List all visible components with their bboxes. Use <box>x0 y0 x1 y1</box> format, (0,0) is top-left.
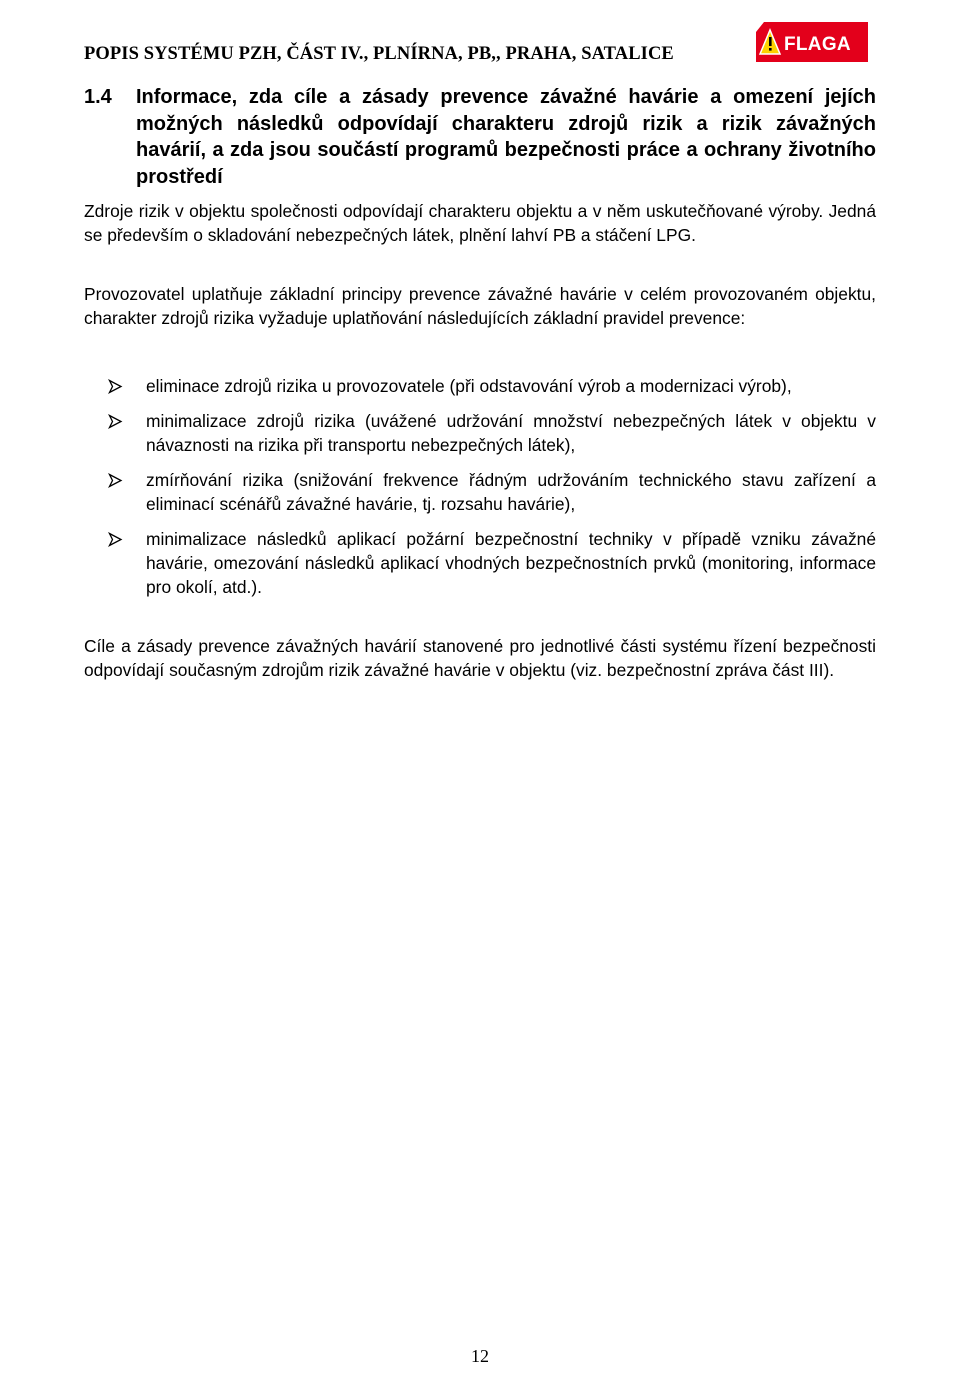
list-item-text: minimalizace následků aplikací požární bezpečnostní techniky v případě vzniku závažné havárie, omezování následků aplikací vhodných bezpečnostních prvků (monitoring, informace pro okolí, atd.). <box>146 528 876 597</box>
list-item-text: zmírňování rizika (snižování frekvence řádným udržováním technického stavu zařízení a eliminací scénářů závažné havárie, tj. rozsahu havárie), <box>146 469 876 514</box>
paragraph-risk-sources: Zdroje rizik v objektu společnosti odpovídají charakteru objektu a v něm uskutečňované výroby. Jedná se především o skladování nebezpečných látek, plnění lahví PB a stáčení LPG. <box>84 201 876 246</box>
arrow-bullet-icon <box>108 414 123 429</box>
list-item <box>84 468 876 516</box>
paragraph-closing: Cíle a zásady prevence závažných havárií stanovené pro jednotlivé části systému řízení bezpečnosti odpovídají současným zdrojům rizik závažné havárie v objektu (viz. bezpečnostní zpráva část III). <box>84 636 876 681</box>
logo-text: FLAGA <box>784 34 851 55</box>
page-header <box>84 34 874 74</box>
list-item <box>84 409 876 457</box>
prevention-rules-list <box>84 374 876 610</box>
list-item-text: minimalizace zdrojů rizika (uvážené udržování množství nebezpečných látek v objektu v návaznosti na rizika při transportu nebezpečných látek), <box>146 410 876 455</box>
arrow-bullet-icon <box>108 379 123 394</box>
list-item <box>84 527 876 600</box>
section-number: 1.4 <box>84 86 112 108</box>
document-title: POPIS SYSTÉMU PZH, ČÁST IV., PLNÍRNA, PB,, PRAHA, SATALICE <box>84 44 674 64</box>
flaga-logo <box>756 22 868 62</box>
list-item <box>84 374 876 398</box>
arrow-bullet-icon <box>108 532 123 547</box>
arrow-bullet-icon <box>108 473 123 488</box>
section-heading-text: Informace, zda cíle a zásady prevence závažné havárie a omezení jejích možných následků odpovídají charakteru zdrojů rizik a rizik závažných havárií, a zda jsou součástí programů bezpečnosti práce a ochrany životního prostředí <box>136 86 876 188</box>
paragraph-prevention-principles: Provozovatel uplatňuje základní principy prevence závažné havárie v celém provozovaném objektu, charakter zdrojů rizika vyžaduje uplatňování následujících základní pravidel prevence: <box>84 284 876 329</box>
section-heading <box>84 84 876 190</box>
page-number: 12 <box>471 1346 489 1366</box>
list-item-text: eliminace zdrojů rizika u provozovatele (při odstavování výrob a modernizaci výrob), <box>146 376 792 396</box>
